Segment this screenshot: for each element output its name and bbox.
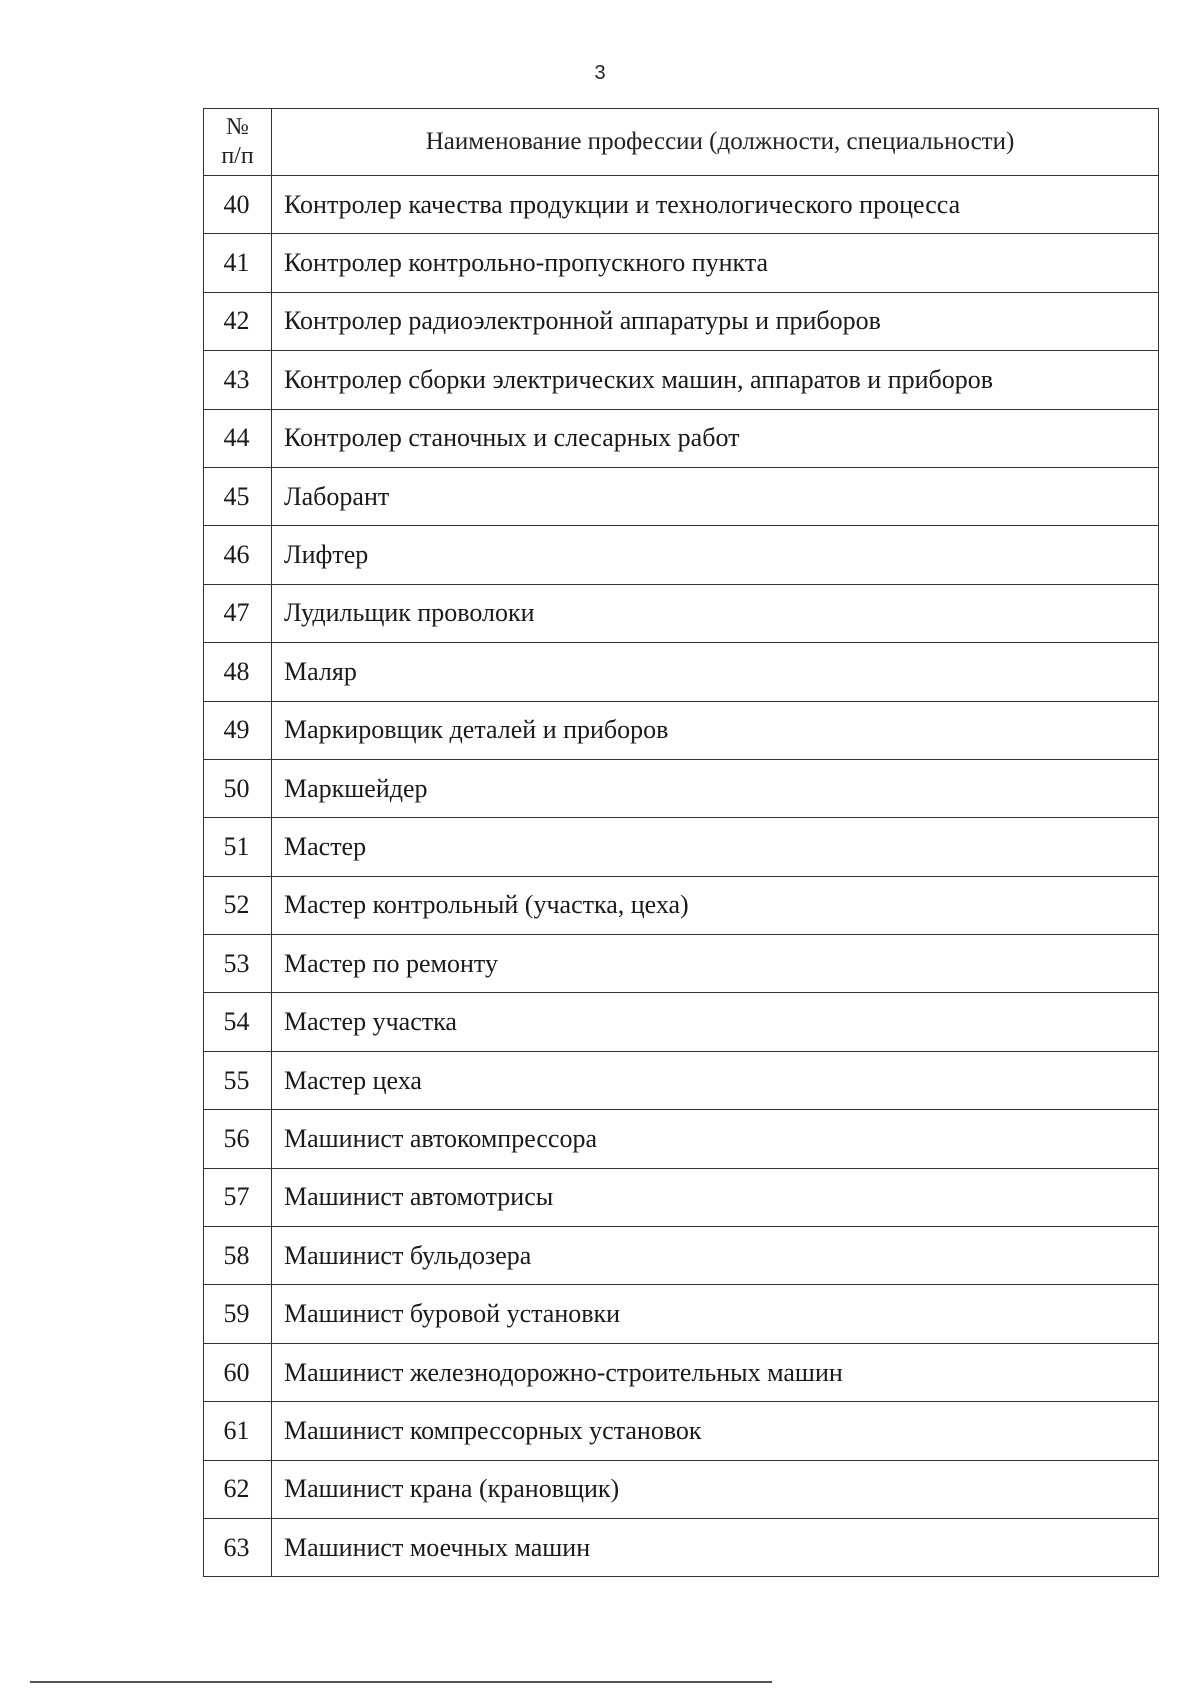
profession-name-cell: Мастер контрольный (участка, цеха) [272,876,1159,934]
row-number-cell: 55 [204,1051,272,1109]
column-header-number [204,109,272,176]
profession-name-cell: Мастер участка [272,993,1159,1051]
table-row [204,876,1159,934]
row-number-cell: 51 [204,818,272,876]
table-header-row [204,109,1159,176]
profession-name-cell: Маркшейдер [272,759,1159,817]
row-number-cell: 59 [204,1285,272,1343]
table-row [204,292,1159,350]
table-row [204,818,1159,876]
table-row [204,759,1159,817]
row-number-cell: 53 [204,935,272,993]
profession-name-cell: Мастер цеха [272,1051,1159,1109]
row-number-cell: 43 [204,351,272,409]
table-row [204,1227,1159,1285]
table-row [204,1402,1159,1460]
table-row [204,1343,1159,1401]
row-number-cell: 41 [204,234,272,292]
page-number: 3 [594,62,606,84]
profession-name-cell: Машинист крана (крановщик) [272,1460,1159,1518]
table-row [204,1168,1159,1226]
table-row [204,643,1159,701]
table-row [204,467,1159,525]
profession-name-cell: Маркировщик деталей и приборов [272,701,1159,759]
profession-name-cell: Мастер по ремонту [272,935,1159,993]
profession-name-cell: Машинист буровой установки [272,1285,1159,1343]
table-row [204,409,1159,467]
table-row [204,584,1159,642]
profession-name-cell: Контролер станочных и слесарных работ [272,409,1159,467]
table-row [204,526,1159,584]
table-row [204,1110,1159,1168]
table-header [204,109,1159,176]
table-row [204,1051,1159,1109]
row-number-cell: 52 [204,876,272,934]
table-row [204,1518,1159,1576]
table-row [204,176,1159,234]
profession-name-cell: Контролер сборки электрических машин, аппаратов и приборов [272,351,1159,409]
row-number-cell: 48 [204,643,272,701]
profession-name-cell: Маляр [272,643,1159,701]
row-number-cell: 63 [204,1518,272,1576]
row-number-cell: 42 [204,292,272,350]
row-number-cell: 40 [204,176,272,234]
table-row [204,935,1159,993]
table-body [204,176,1159,1577]
column-header-number-symbol: № [226,114,249,140]
profession-name-cell: Контролер радиоэлектронной аппаратуры и приборов [272,292,1159,350]
bottom-scan-line [30,1681,772,1683]
profession-name-cell: Машинист автомотрисы [272,1168,1159,1226]
professions-table [203,108,1159,1577]
row-number-cell: 58 [204,1227,272,1285]
professions-table-container [203,108,1158,1577]
row-number-cell: 47 [204,584,272,642]
row-number-cell: 49 [204,701,272,759]
profession-name-cell: Мастер [272,818,1159,876]
table-row [204,1460,1159,1518]
profession-name-cell: Лифтер [272,526,1159,584]
row-number-cell: 54 [204,993,272,1051]
row-number-cell: 50 [204,759,272,817]
row-number-cell: 56 [204,1110,272,1168]
table-row [204,234,1159,292]
row-number-cell: 46 [204,526,272,584]
table-row [204,1285,1159,1343]
profession-name-cell: Контролер качества продукции и технологического процесса [272,176,1159,234]
row-number-cell: 60 [204,1343,272,1401]
column-header-number-abbr: п/п [221,143,254,169]
profession-name-cell: Машинист моечных машин [272,1518,1159,1576]
table-row [204,351,1159,409]
profession-name-cell: Машинист железнодорожно-строительных машин [272,1343,1159,1401]
row-number-cell: 62 [204,1460,272,1518]
row-number-cell: 57 [204,1168,272,1226]
row-number-cell: 44 [204,409,272,467]
column-header-profession: Наименование профессии (должности, специальности) [272,109,1159,176]
profession-name-cell: Лудильщик проволоки [272,584,1159,642]
row-number-cell: 45 [204,467,272,525]
table-row [204,993,1159,1051]
profession-name-cell: Контролер контрольно-пропускного пункта [272,234,1159,292]
profession-name-cell: Машинист автокомпрессора [272,1110,1159,1168]
row-number-cell: 61 [204,1402,272,1460]
table-row [204,701,1159,759]
profession-name-cell: Лаборант [272,467,1159,525]
profession-name-cell: Машинист бульдозера [272,1227,1159,1285]
profession-name-cell: Машинист компрессорных установок [272,1402,1159,1460]
